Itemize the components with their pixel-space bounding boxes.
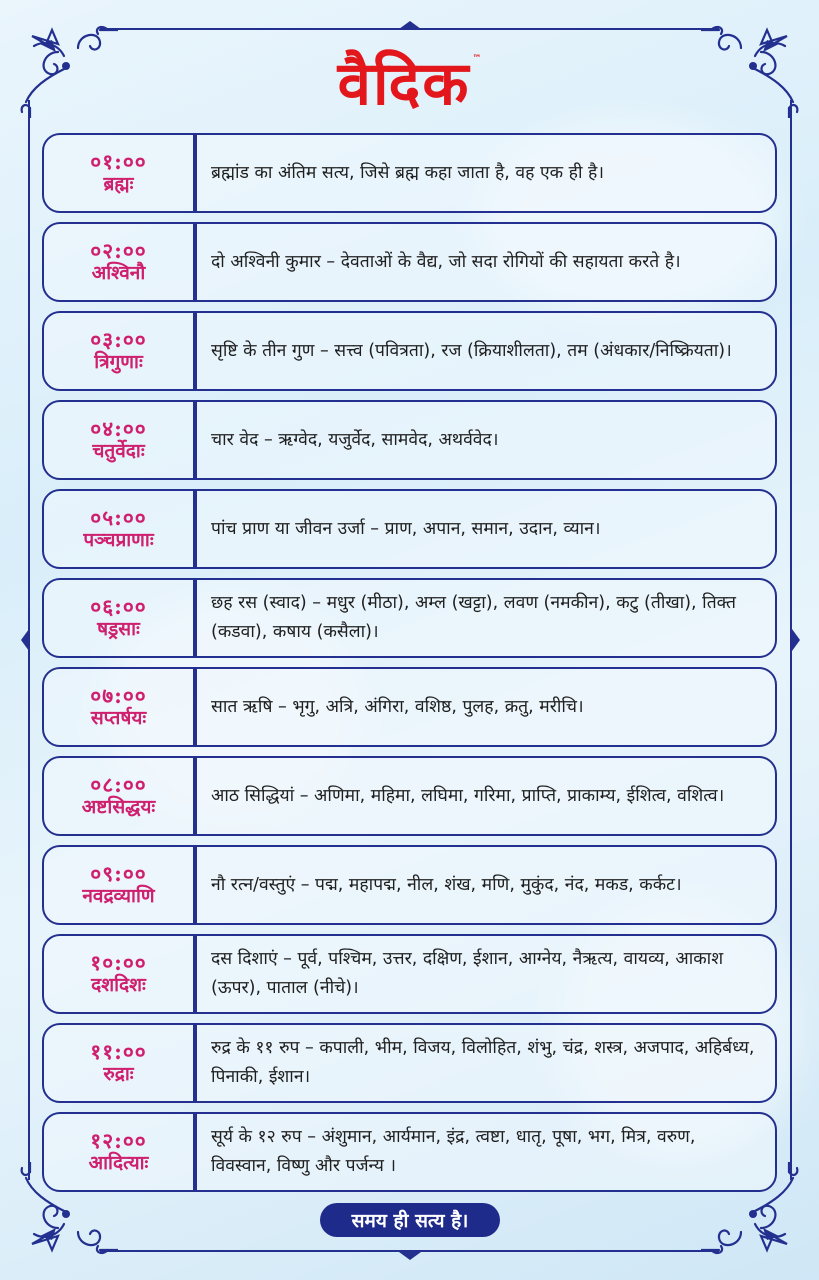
row-time: ०९:००	[90, 861, 147, 886]
row-time: ०३:००	[90, 327, 147, 352]
row-time: ०७:००	[90, 683, 147, 708]
bottom-notch-icon	[399, 1252, 421, 1260]
list-item	[42, 845, 777, 925]
row-label	[44, 491, 197, 567]
logo-text: वैदिक	[337, 49, 471, 119]
row-name: अष्टसिद्धयः	[81, 796, 156, 819]
brand-logo	[0, 40, 819, 122]
row-name: अश्विनौ	[91, 262, 146, 285]
list-item	[42, 756, 777, 836]
row-name: नवद्रव्याणि	[82, 885, 155, 908]
row-description: सूर्य के १२ रुप – अंशुमान, आर्यमान, इंद्र, त्वष्टा, धातृ, पूषा, भग, मित्र, वरुण, विवस्वान, विष्णु और पर्जन्य ।	[211, 1127, 696, 1176]
list-item	[42, 400, 777, 480]
row-description: चार वेद – ऋग्वेद, यजुर्वेद, सामवेद, अथर्ववेद।	[211, 429, 499, 450]
list-item	[42, 1112, 777, 1192]
row-name: दशदिशः	[91, 974, 146, 997]
row-name: सप्तर्षयः	[90, 707, 147, 730]
list-item	[42, 1023, 777, 1103]
list-item	[42, 489, 777, 569]
row-time: ०४:००	[90, 416, 147, 441]
row-time: ०५:००	[90, 505, 147, 530]
row-label	[44, 1114, 197, 1190]
row-label	[44, 847, 197, 923]
row-description: ब्रह्मांड का अंतिम सत्य, जिसे ब्रह्म कहा जाता है, वह एक ही है।	[211, 162, 604, 183]
row-description: पांच प्राण या जीवन उर्जा – प्राण, अपान, समान, उदान, व्यान।	[211, 518, 601, 539]
top-notch-icon	[399, 21, 421, 29]
row-label	[44, 758, 197, 834]
row-label	[44, 224, 197, 300]
row-time: १२:००	[90, 1128, 147, 1153]
trademark-symbol: ™	[472, 54, 482, 64]
row-time: ११:००	[90, 1039, 147, 1064]
row-description: आठ सिद्धियां – अणिमा, महिमा, लघिमा, गरिमा, प्राप्ति, प्राकाम्य, ईशित्व, वशित्व।	[211, 785, 725, 806]
row-description: दो अश्विनी कुमार – देवताओं के वैद्य, जो सदा रोगियों की सहायता करते है।	[211, 251, 681, 272]
row-description: नौ रत्न/वस्तुएं – पद्म, महापद्म, नील, शंख, मणि, मुकुंद, नंद, मकड, कर्कट।	[211, 874, 682, 895]
list-item	[42, 934, 777, 1014]
row-label	[44, 936, 197, 1012]
row-name: रुद्राः	[103, 1063, 134, 1086]
row-label	[44, 1025, 197, 1101]
row-time: ०१:००	[90, 149, 147, 174]
row-name: पञ्चप्राणाः	[83, 529, 154, 552]
row-label	[44, 135, 197, 211]
right-notch-icon	[792, 629, 800, 651]
list-item	[42, 222, 777, 302]
row-time: ०२:००	[90, 238, 147, 263]
row-description: सृष्टि के तीन गुण – सत्त्व (पवित्रता), रज (क्रियाशीलता), तम (अंधकार/निष्क्रियता)।	[211, 340, 732, 361]
row-description: रुद्र के ११ रुप – कपाली, भीम, विजय, विलोहित, शंभु, चंद्र, शस्त्र, अजपाद, अहिर्बध्य, पिनाकी, ईशान।	[211, 1038, 755, 1087]
left-notch-icon	[21, 629, 29, 651]
row-description: छह रस (स्वाद) – मधुर (मीठा), अम्ल (खट्टा), लवण (नमकीन), कटु (तीखा), तिक्त (कडवा), कषाय (कसैला)।	[211, 593, 737, 642]
row-time: १०:००	[90, 950, 147, 975]
list-item	[42, 667, 777, 747]
row-name: आदित्याः	[88, 1152, 149, 1175]
row-description: दस दिशाएं – पूर्व, पश्चिम, उत्तर, दक्षिण, ईशान, आग्नेय, नैऋत्य, वायव्य, आकाश (ऊपर), पाताल (नीचे)।	[211, 949, 724, 998]
row-time: ०६:००	[90, 594, 147, 619]
list-item	[42, 311, 777, 391]
row-name: षड्रसाः	[97, 618, 140, 641]
row-label	[44, 402, 197, 478]
row-name: त्रिगुणाः	[94, 351, 143, 374]
list-item	[42, 133, 777, 213]
list-item	[42, 578, 777, 658]
tagline-badge: समय ही सत्य है।	[320, 1203, 500, 1237]
row-name: ब्रह्मः	[103, 173, 134, 196]
row-label	[44, 669, 197, 745]
row-time: ०८:००	[90, 772, 147, 797]
row-label	[44, 313, 197, 389]
row-label	[44, 580, 197, 656]
row-description: सात ऋषि – भृगु, अत्रि, अंगिरा, वशिष्ठ, पुलह, क्रतु, मरीचि।	[211, 696, 584, 717]
row-name: चतुर्वेदाः	[92, 440, 145, 463]
